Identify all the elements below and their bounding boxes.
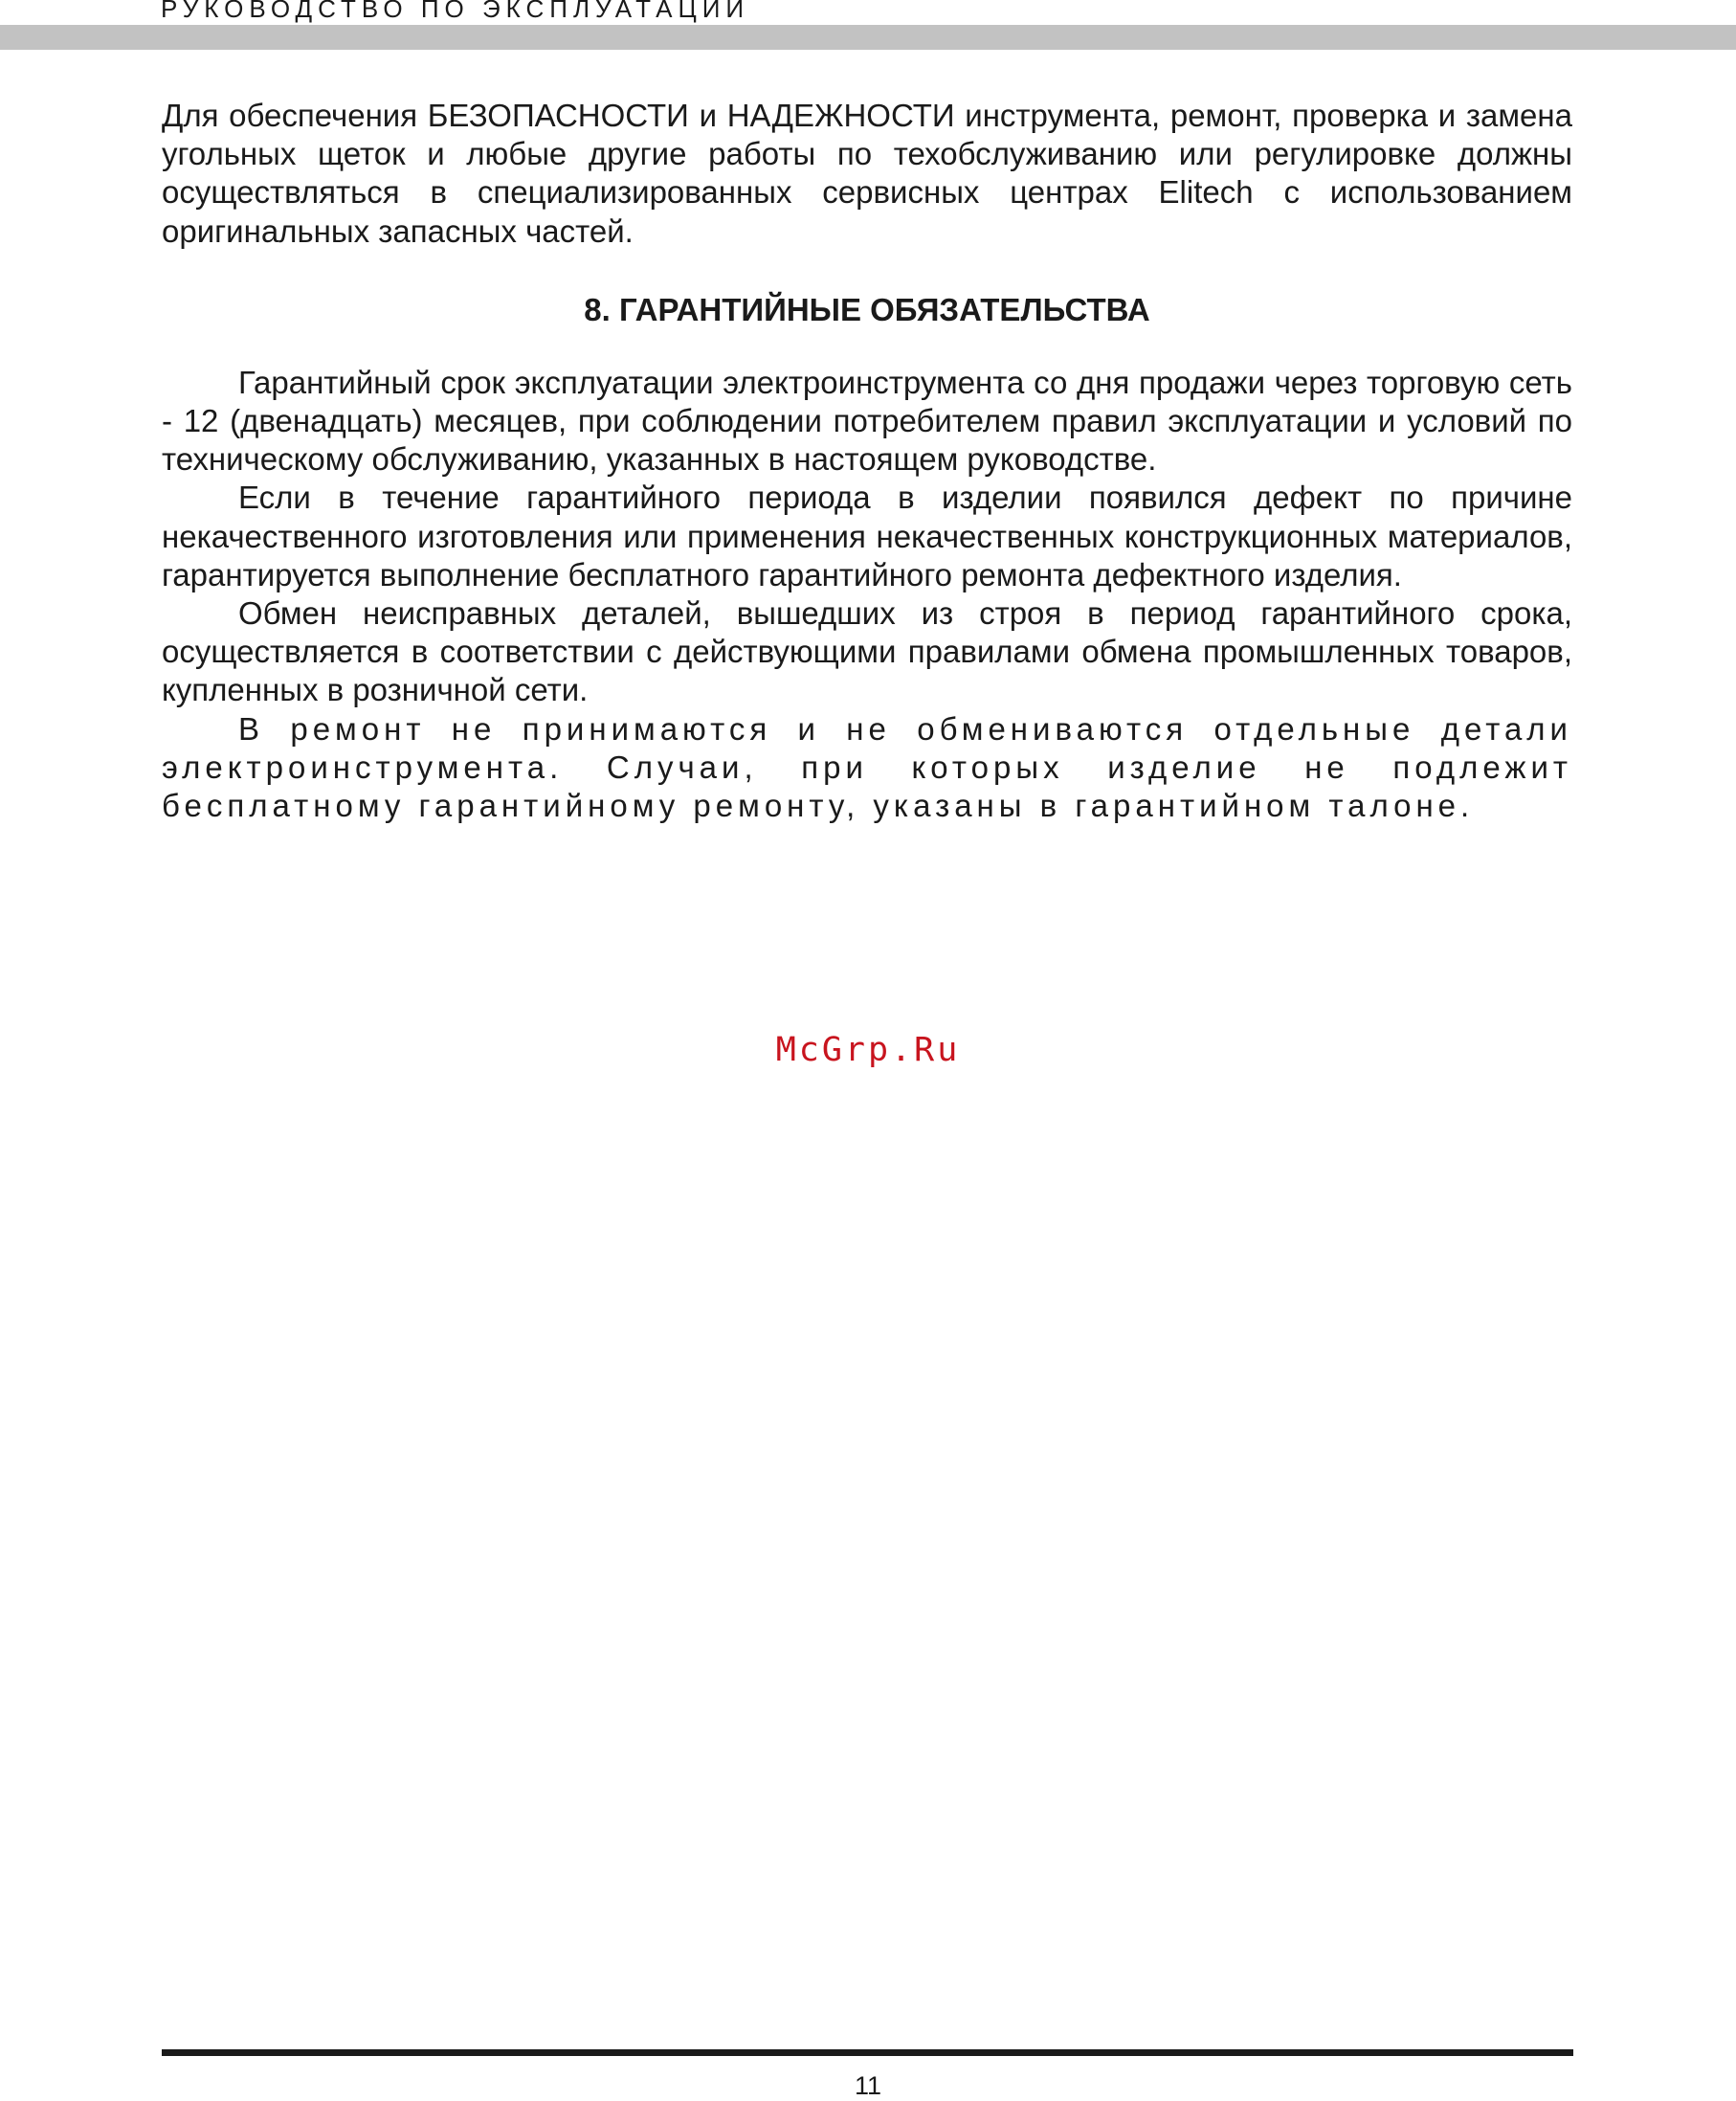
intro-paragraph: Для обеспечения БЕЗОПАСНОСТИ и НАДЕЖНОСТИ инструмента, ремонт, проверка и замена угольных щеток и любые другие работы по техобслуживанию или регулировке должны осуществляться в специализированных сервисных центрах Elitech с использованием оригинальных запасных частей. bbox=[162, 98, 1572, 249]
defect-repair-paragraph: Если в течение гарантийного периода в изделии появился дефект по причине некачественного изготовления или применения некачественных конструкционных материалов, гарантируется выполнение бесплатного гарантийного ремонта дефектного изделия. bbox=[162, 480, 1572, 592]
page-number: 11 bbox=[854, 2071, 882, 2100]
warranty-period-paragraph: Гарантийный срок эксплуатации электроинструмента со дня продажи через торговую сеть - 12 (двенадцать) месяцев, при соблюдении потребителем правил эксплуатации и условий по техническому обслуживанию, указанных в настоящем руководстве. bbox=[162, 364, 1572, 478]
footer-rule bbox=[162, 2049, 1573, 2056]
exclusions-paragraph: В ремонт не принимаются и не обмениваются отдельные детали электроинструмента. Случаи, при которых изделие не подлежит бесплатному гарантийному ремонту, указаны в гарантийном талоне. bbox=[162, 710, 1572, 824]
running-header-title: РУКОВОДСТВО ПО ЭКСПЛУАТАЦИИ bbox=[161, 0, 750, 23]
header-bar bbox=[0, 25, 1736, 50]
watermark-link[interactable]: McGrp.Ru bbox=[775, 1031, 961, 1069]
page-body bbox=[162, 97, 1572, 825]
parts-exchange-paragraph: Обмен неисправных деталей, вышедших из строя в период гарантийного срока, осуществляется в соответствии с действующими правилами обмена промышленных товаров, купленных в розничной сети. bbox=[162, 595, 1572, 708]
section-heading: 8. ГАРАНТИЙНЫЕ ОБЯЗАТЕЛЬСТВА bbox=[584, 291, 1150, 327]
